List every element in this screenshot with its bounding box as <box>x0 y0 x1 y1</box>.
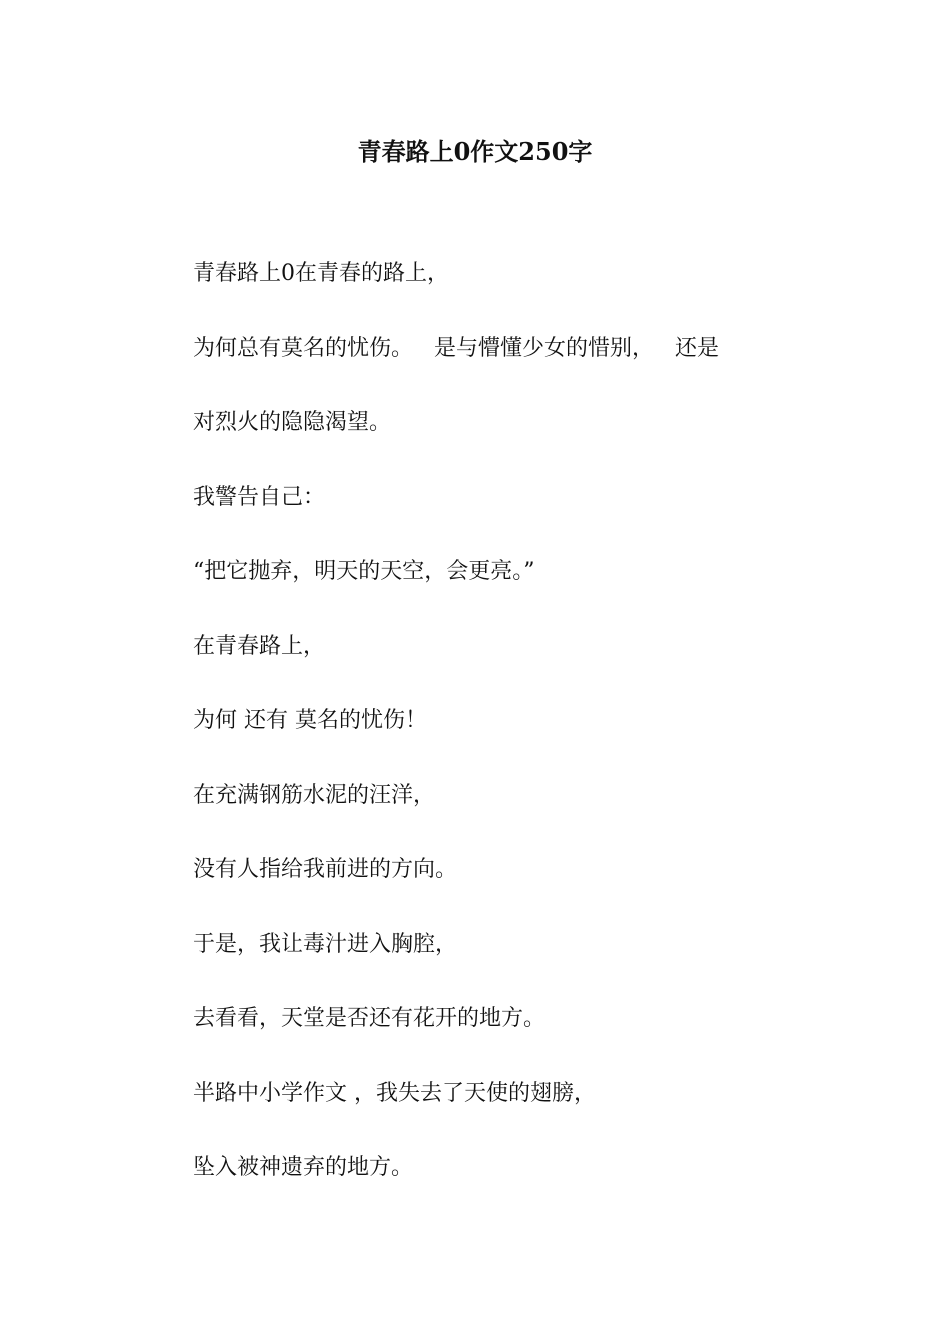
body-line: 没有人指给我前进的方向。 <box>193 857 458 882</box>
body-line: 为何总有莫名的忧伤。 是与懵懂少女的惜别， 还是 <box>193 335 719 361</box>
body-line: “把它抛弃，明天的天空，会更亮。” <box>193 559 535 584</box>
body-line: 为何 还有 莫名的忧伤！ <box>193 708 427 733</box>
body-line: 于是，我让毒汁进入胸腔， <box>193 931 458 957</box>
body-line: 在青春路上， <box>193 633 326 659</box>
body-line: 对烈火的隐隐渴望。 <box>193 410 392 435</box>
body-line: 坠入被神遗弃的地方。 <box>193 1155 414 1180</box>
body-line: 去看看，天堂是否还有花开的地方。 <box>193 1006 546 1031</box>
document-body <box>193 256 873 1225</box>
body-line: 在充满钢筋水泥的汪洋， <box>193 782 436 808</box>
document-title: 青春路上0作文250字 <box>357 137 593 166</box>
body-line: 青春路上0在青春的路上， <box>193 261 449 286</box>
body-line: 半路中小学作文 ，我失去了天使的翅膀， <box>193 1080 596 1106</box>
body-line: 我警告自己： <box>193 484 326 510</box>
